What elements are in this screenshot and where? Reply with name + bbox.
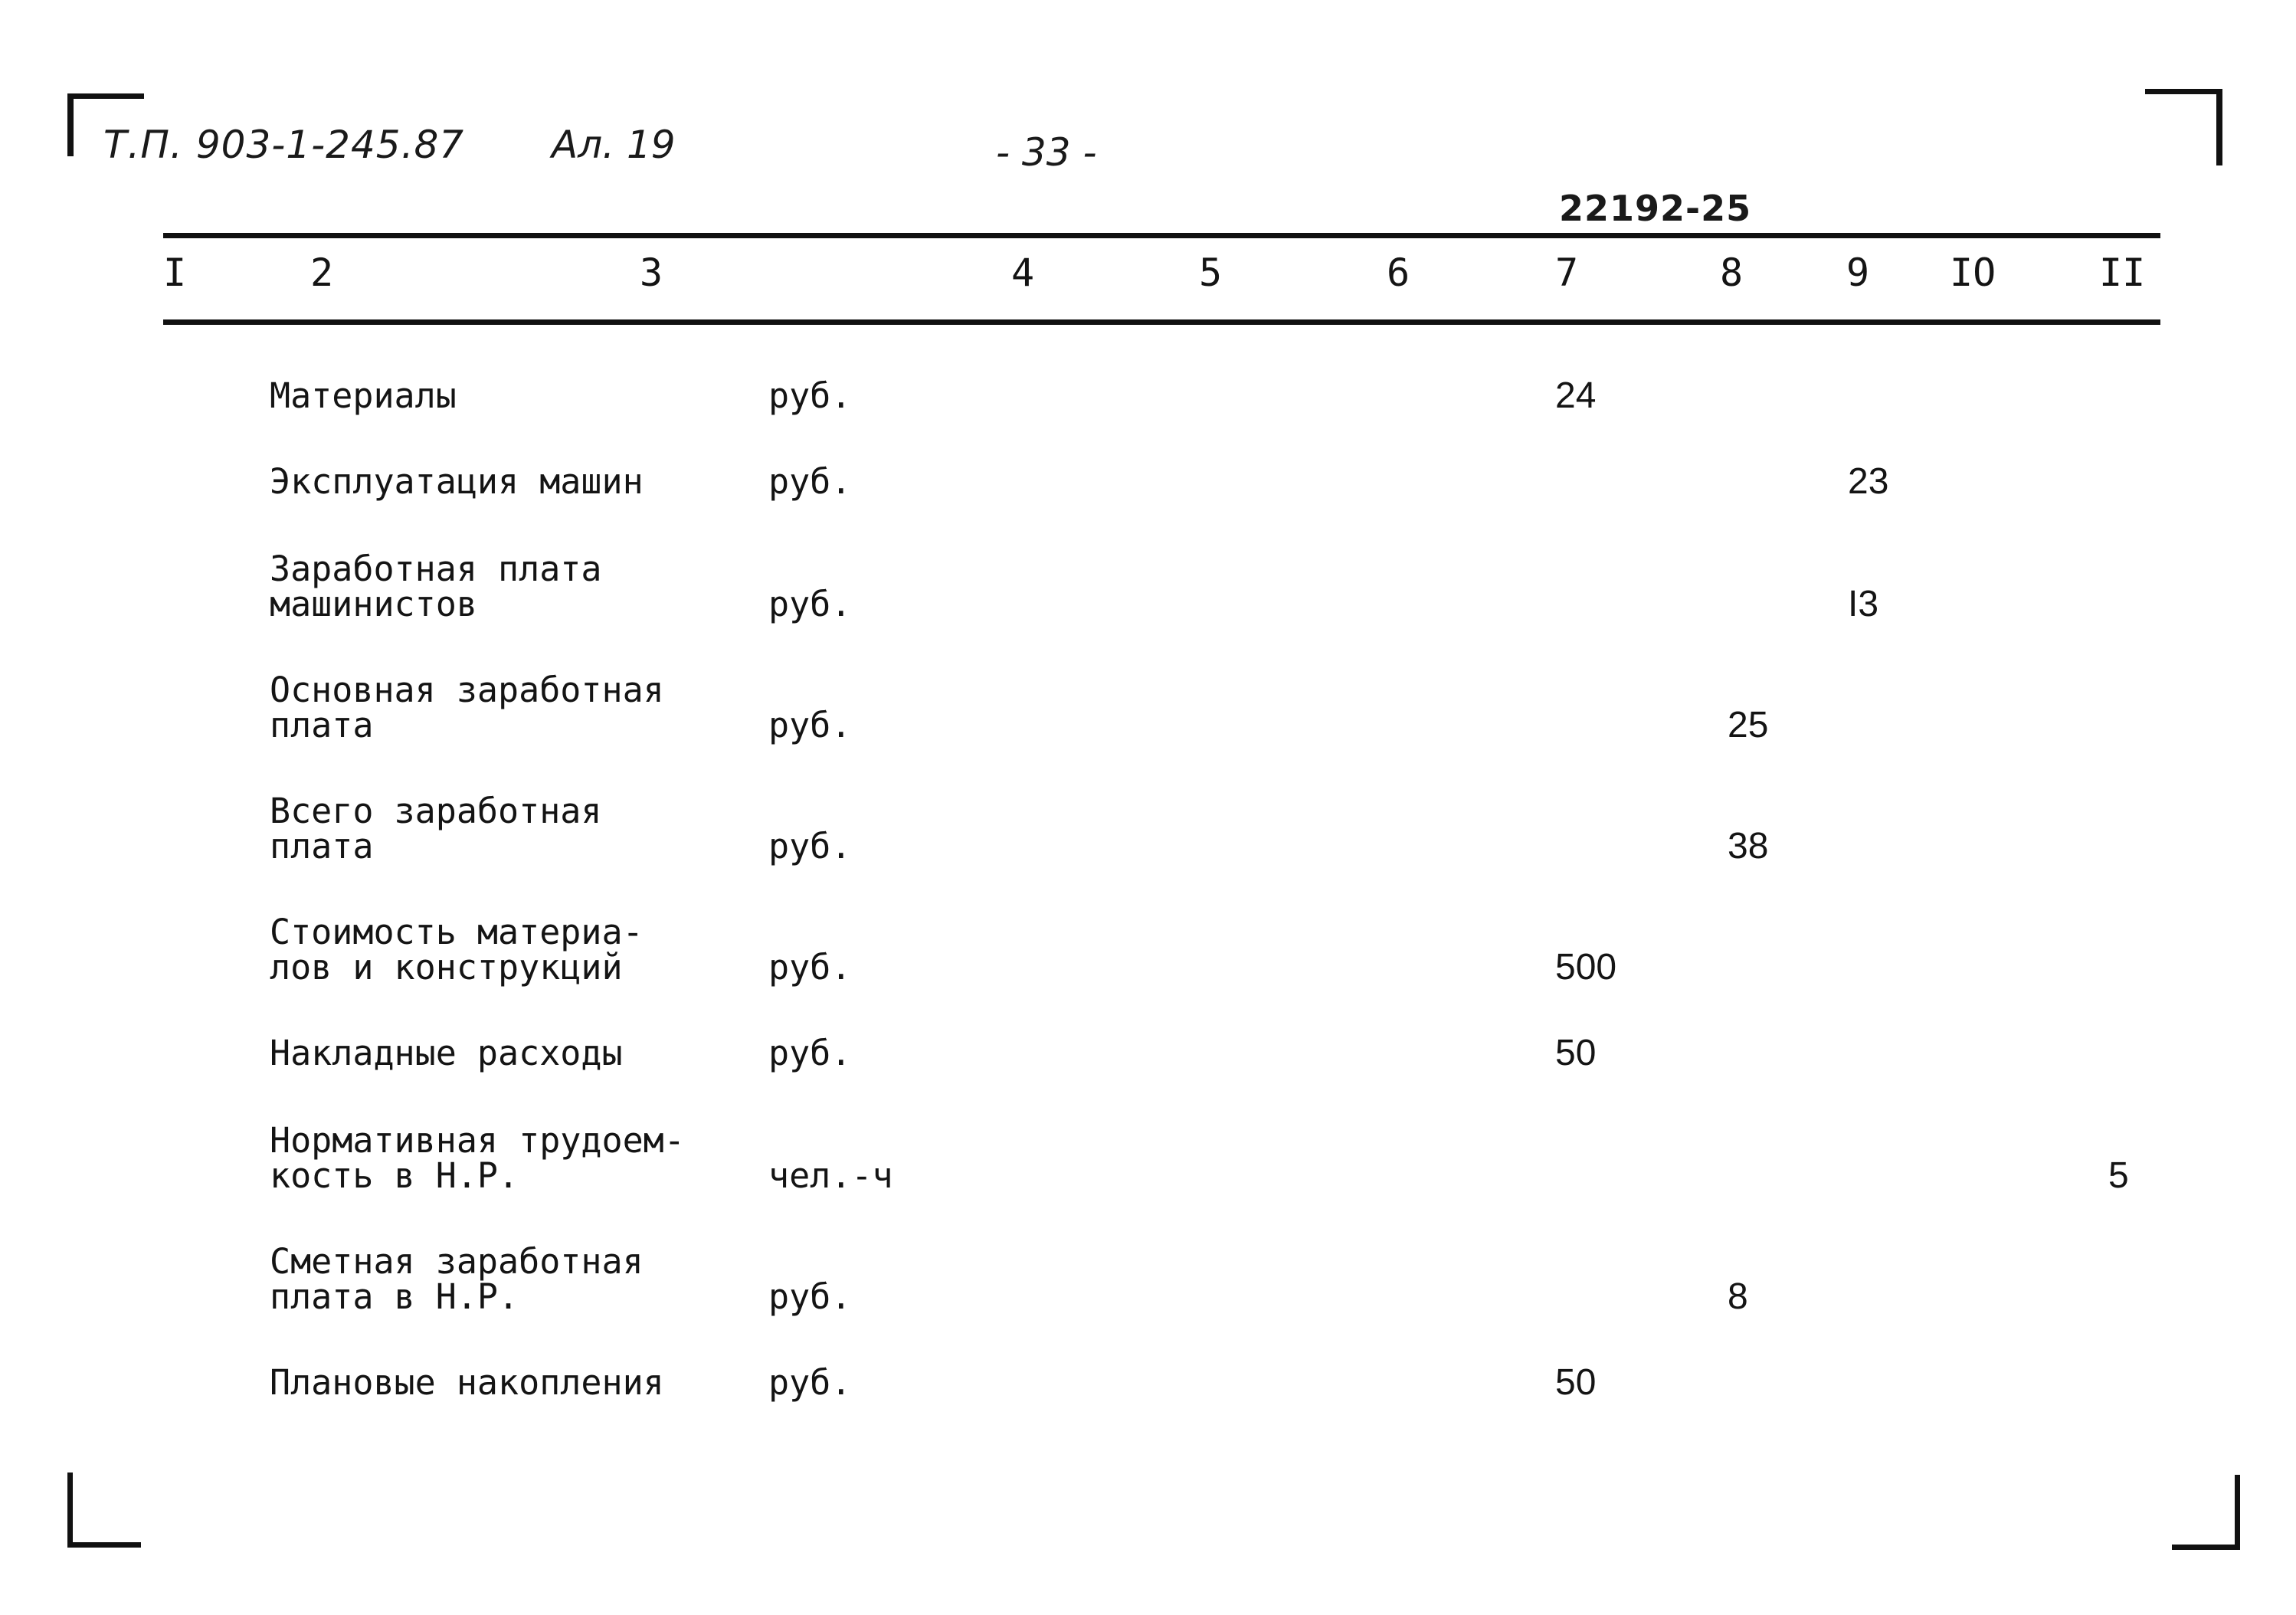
column-number: 3 — [640, 251, 663, 295]
row-name: плата — [270, 705, 374, 745]
row-name: Сметная заработная — [270, 1241, 644, 1282]
row-name: лов и конструкций — [270, 947, 623, 988]
document-number: 22192-25 — [1559, 188, 1752, 229]
table-top-rule — [163, 233, 2160, 238]
row-unit: руб. — [768, 375, 852, 416]
column-number: 4 — [1011, 251, 1035, 295]
row-unit: руб. — [768, 705, 852, 745]
corner-mark-top-left — [67, 93, 74, 156]
table-header-rule — [163, 319, 2160, 325]
row-name: плата — [270, 826, 374, 866]
row-name: Накладные расходы — [270, 1033, 623, 1073]
row-unit: руб. — [768, 461, 852, 502]
document-code: Т.П. 903-1-245.87 — [103, 123, 465, 167]
column-number: 5 — [1199, 251, 1223, 295]
page-number: - 33 - — [996, 130, 1097, 175]
corner-mark-bottom-right — [2235, 1475, 2240, 1550]
row-unit: чел.-ч — [768, 1155, 893, 1196]
column-number: II — [2099, 251, 2146, 295]
row-name: Всего заработная — [270, 791, 602, 831]
row-unit: руб. — [768, 1033, 852, 1073]
row-name: Основная заработная — [270, 670, 664, 710]
row-value: I3 — [1848, 584, 1879, 624]
row-unit: руб. — [768, 1362, 852, 1403]
column-number: I — [163, 251, 187, 295]
column-number: 9 — [1846, 251, 1870, 295]
column-number: IO — [1950, 251, 1996, 295]
column-number: 6 — [1387, 251, 1410, 295]
column-number: 2 — [310, 251, 334, 295]
row-value: 38 — [1728, 826, 1769, 866]
row-name: Нормативная трудоем- — [270, 1120, 685, 1161]
row-unit: руб. — [768, 947, 852, 988]
row-value: 25 — [1728, 705, 1769, 745]
row-value: 50 — [1555, 1362, 1597, 1403]
sheet-number: Ал. 19 — [552, 123, 676, 167]
row-name: Стоимость материа- — [270, 912, 644, 952]
row-name: Материалы — [270, 375, 457, 416]
row-name: кость в Н.Р. — [270, 1155, 519, 1196]
corner-mark-bottom-right-h — [2172, 1545, 2240, 1550]
row-unit: руб. — [768, 826, 852, 866]
row-name: Заработная плата — [270, 549, 602, 589]
row-value: 23 — [1848, 461, 1889, 502]
row-name: машинистов — [270, 584, 477, 624]
row-unit: руб. — [768, 584, 852, 624]
row-name: Плановые накопления — [270, 1362, 664, 1403]
row-unit: руб. — [768, 1276, 852, 1317]
column-number: 8 — [1720, 251, 1744, 295]
row-name: Эксплуатация машин — [270, 461, 644, 502]
row-value: 50 — [1555, 1033, 1597, 1073]
row-value: 8 — [1728, 1276, 1748, 1317]
row-value: 24 — [1555, 375, 1597, 416]
column-number: 7 — [1555, 251, 1579, 295]
corner-mark-bottom-left-h — [67, 1542, 141, 1548]
corner-mark-top-right-h — [2145, 89, 2222, 94]
corner-mark-top-left-h — [74, 93, 144, 99]
row-name: плата в Н.Р. — [270, 1276, 519, 1317]
row-value: 5 — [2108, 1155, 2129, 1196]
corner-mark-top-right — [2216, 89, 2222, 165]
corner-mark-bottom-left — [67, 1472, 73, 1548]
row-value: 500 — [1555, 947, 1617, 988]
